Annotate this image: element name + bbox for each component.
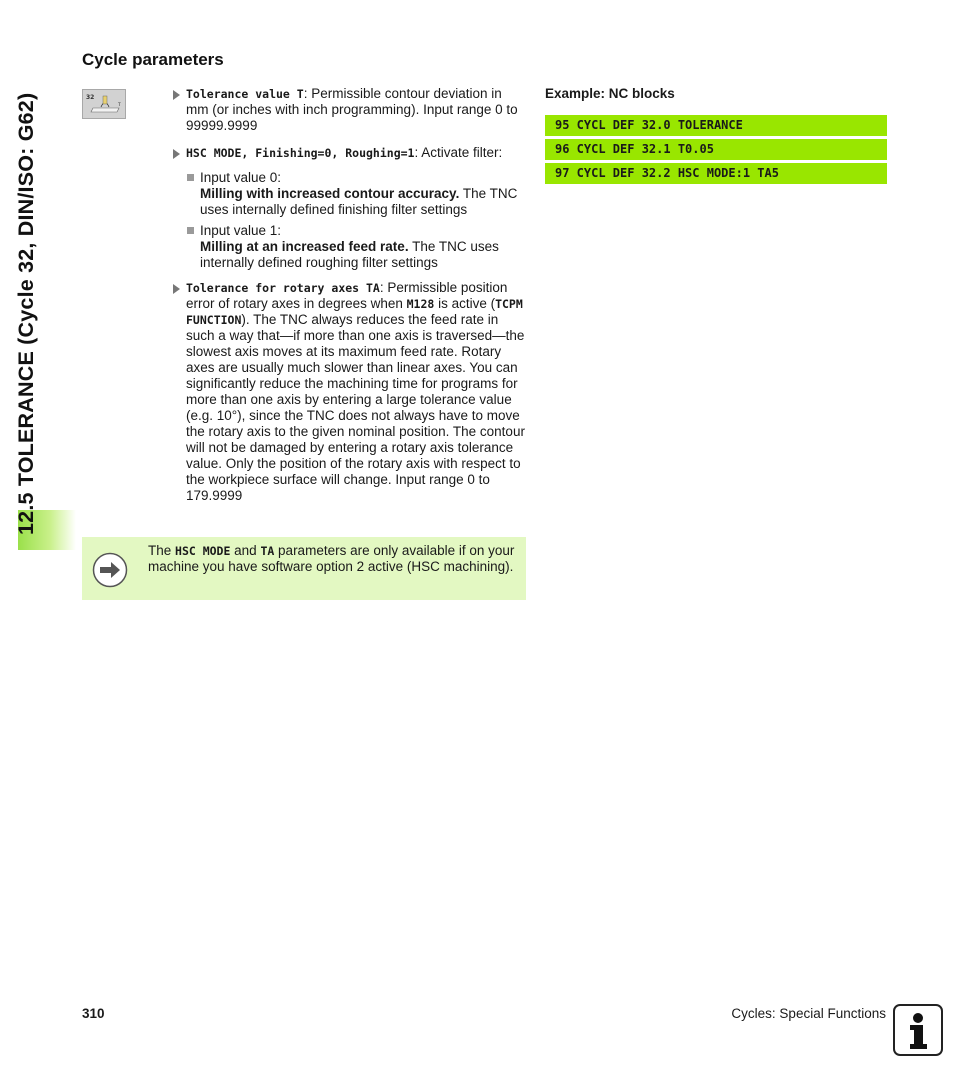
bullet-arrow-icon: [173, 149, 180, 159]
param-inline-code: M128: [406, 297, 435, 311]
param-code: Tolerance value T: [186, 87, 304, 101]
option-bold-text: Milling with increased contour accuracy.: [200, 186, 460, 201]
option-bold-text: Milling at an increased feed rate.: [200, 239, 409, 254]
param-hsc-mode: [173, 145, 525, 161]
bullet-arrow-icon: [173, 284, 180, 294]
note-text: The HSC MODE and TA parameters are only available if on your machine you have software option 2 active (HSC machining).: [148, 543, 515, 574]
param-code: HSC MODE, Finishing=0, Roughing=1: [186, 146, 415, 160]
param-tolerance-value: [173, 86, 525, 134]
param-tolerance-rotary-axes: [173, 280, 525, 504]
arrow-right-circle-icon: [92, 552, 128, 588]
page-number: 310: [82, 1006, 105, 1021]
param-text: : Permissible position error of rotary axes in degrees when: [186, 280, 508, 311]
chapter-title: 12.5 TOLERANCE (Cycle 32, DIN/ISO: G62): [14, 92, 38, 535]
note-inline-code: HSC MODE: [175, 544, 231, 558]
option-input-label: Input value 1:: [200, 223, 282, 238]
bullet-square-icon: [187, 174, 194, 181]
note-box: [82, 537, 526, 600]
option-input-1: [187, 223, 527, 271]
info-icon[interactable]: [893, 1004, 943, 1056]
option-description: The TNC uses internally defined roughing filter settings: [200, 239, 499, 270]
bullet-arrow-icon: [173, 90, 180, 100]
bullet-square-icon: [187, 227, 194, 234]
param-text: ). The TNC always reduces the feed rate in such a way that—if more than one axis is traversed—the slowest axis moves at its maximum feed rate. Rotary axes are usually much slower than linear axes. You can significantly reduce the machining time for programs for more than one axis by entering a large tolerance value (e.g. 10°), since the TNC does not always have to move the rotary axis to the given nominal position. The contour will not be damaged by entering a rotary axis tolerance value. Only the position of the rotary axis with respect to the workpiece surface will change. Input range 0 to 179.9999: [186, 312, 525, 503]
svg-text:T: T: [118, 103, 121, 108]
nc-block-96: 96 CYCL DEF 32.1 T0.05: [545, 139, 887, 160]
footer-chapter-title: Cycles: Special Functions: [731, 1006, 886, 1021]
param-code: Tolerance for rotary axes TA: [186, 281, 380, 295]
nc-block-97: 97 CYCL DEF 32.2 HSC MODE:1 TA5: [545, 163, 887, 184]
param-text: is active (: [434, 296, 496, 311]
example-heading: Example: NC blocks: [545, 86, 675, 101]
param-text: : Activate filter:: [414, 145, 503, 160]
option-input-0: [187, 170, 527, 218]
option-input-label: Input value 0:: [200, 170, 282, 185]
param-text: : Permissible contour deviation in mm (or inches with inch programming). Input range 0 to 99999.9999: [186, 86, 518, 133]
cycle-number-label: 32: [86, 94, 95, 101]
nc-block-95: 95 CYCL DEF 32.0 TOLERANCE: [545, 115, 887, 136]
param-inline-code: TCPM FUNCTION: [186, 297, 523, 327]
option-description: The TNC uses internally defined finishing filter settings: [200, 186, 518, 217]
note-inline-code: TA: [260, 544, 275, 558]
cycle-32-icon: [82, 89, 126, 119]
section-heading: Cycle parameters: [82, 50, 224, 69]
